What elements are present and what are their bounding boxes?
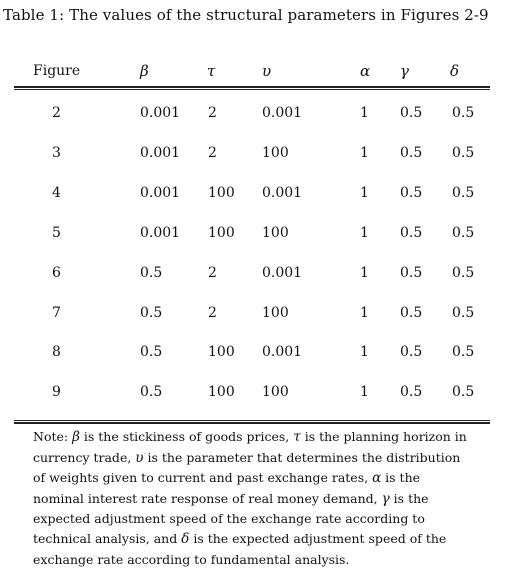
- cell-tau: 100: [208, 225, 235, 241]
- cell-delta: 0.5: [452, 145, 475, 161]
- cell-figure: 8: [52, 344, 61, 360]
- cell-alpha: 1: [360, 185, 369, 201]
- cell-alpha: 1: [360, 384, 369, 400]
- cell-upsilon: 0.001: [262, 344, 303, 360]
- cell-tau: 2: [208, 105, 217, 121]
- cell-beta: 0.5: [140, 384, 163, 400]
- note-symbol-upsilon: υ: [135, 449, 144, 466]
- note-symbol-delta: δ: [181, 530, 190, 547]
- cell-delta: 0.5: [452, 265, 475, 281]
- cell-gamma: 0.5: [400, 384, 423, 400]
- cell-gamma: 0.5: [400, 145, 423, 161]
- cell-upsilon: 0.001: [262, 105, 303, 121]
- cell-upsilon: 100: [262, 225, 289, 241]
- header-tau: τ: [207, 62, 216, 80]
- cell-beta: 0.001: [140, 225, 181, 241]
- cell-alpha: 1: [360, 145, 369, 161]
- cell-figure: 6: [52, 265, 61, 281]
- cell-gamma: 0.5: [400, 305, 423, 321]
- cell-figure: 9: [52, 384, 61, 400]
- cell-gamma: 0.5: [400, 265, 423, 281]
- cell-delta: 0.5: [452, 384, 475, 400]
- cell-upsilon: 100: [262, 145, 289, 161]
- cell-beta: 0.5: [140, 265, 163, 281]
- cell-beta: 0.001: [140, 105, 181, 121]
- note-symbol-gamma: γ: [381, 490, 390, 507]
- cell-gamma: 0.5: [400, 105, 423, 121]
- cell-upsilon: 100: [262, 384, 289, 400]
- header-gamma: γ: [400, 62, 409, 80]
- cell-tau: 100: [208, 344, 235, 360]
- cell-figure: 4: [52, 185, 61, 201]
- cell-delta: 0.5: [452, 185, 475, 201]
- cell-tau: 100: [208, 185, 235, 201]
- bottom-rule: [14, 420, 490, 421]
- cell-alpha: 1: [360, 305, 369, 321]
- cell-gamma: 0.5: [400, 344, 423, 360]
- header-upsilon: υ: [262, 62, 272, 80]
- cell-figure: 7: [52, 305, 61, 321]
- cell-delta: 0.5: [452, 105, 475, 121]
- cell-tau: 2: [208, 305, 217, 321]
- cell-figure: 3: [52, 145, 61, 161]
- cell-delta: 0.5: [452, 225, 475, 241]
- cell-upsilon: 100: [262, 305, 289, 321]
- cell-upsilon: 0.001: [262, 265, 303, 281]
- cell-gamma: 0.5: [400, 185, 423, 201]
- note-symbol-tau: τ: [293, 429, 301, 445]
- note-symbol-alpha: α: [372, 470, 382, 487]
- cell-alpha: 1: [360, 344, 369, 360]
- cell-tau: 100: [208, 384, 235, 400]
- table-caption: Table 1: The values of the structural parameters in Figures 2-9: [3, 6, 489, 24]
- top-rule: [14, 86, 490, 88]
- bottom-rule-secondary: [14, 422, 490, 424]
- cell-beta: 0.5: [140, 305, 163, 321]
- cell-alpha: 1: [360, 105, 369, 121]
- header-beta: β: [140, 62, 149, 80]
- cell-delta: 0.5: [452, 305, 475, 321]
- cell-beta: 0.001: [140, 185, 181, 201]
- top-rule-secondary: [14, 89, 490, 90]
- header-delta: δ: [450, 62, 460, 80]
- table-note: Note: β is the stickiness of goods prices, τ is the planning horizon in currency trade, υ is the parameter that determines the distribution of weights given to current and past exchange rates, α is the nominal interest rate response of real money demand, γ is the expected adjustment speed of the exchange rate according to technical analysis, and δ is the expected adjustment speed of the exchange rate according to fundamental analysis.: [33, 429, 467, 567]
- cell-beta: 0.001: [140, 145, 181, 161]
- cell-alpha: 1: [360, 265, 369, 281]
- cell-gamma: 0.5: [400, 225, 423, 241]
- cell-delta: 0.5: [452, 344, 475, 360]
- header-alpha: α: [360, 62, 371, 80]
- cell-tau: 2: [208, 145, 217, 161]
- header-figure: Figure: [33, 63, 81, 79]
- cell-tau: 2: [208, 265, 217, 281]
- cell-upsilon: 0.001: [262, 185, 303, 201]
- cell-beta: 0.5: [140, 344, 163, 360]
- note-symbol-beta: β: [72, 429, 80, 445]
- cell-figure: 5: [52, 225, 61, 241]
- cell-alpha: 1: [360, 225, 369, 241]
- cell-figure: 2: [52, 105, 61, 121]
